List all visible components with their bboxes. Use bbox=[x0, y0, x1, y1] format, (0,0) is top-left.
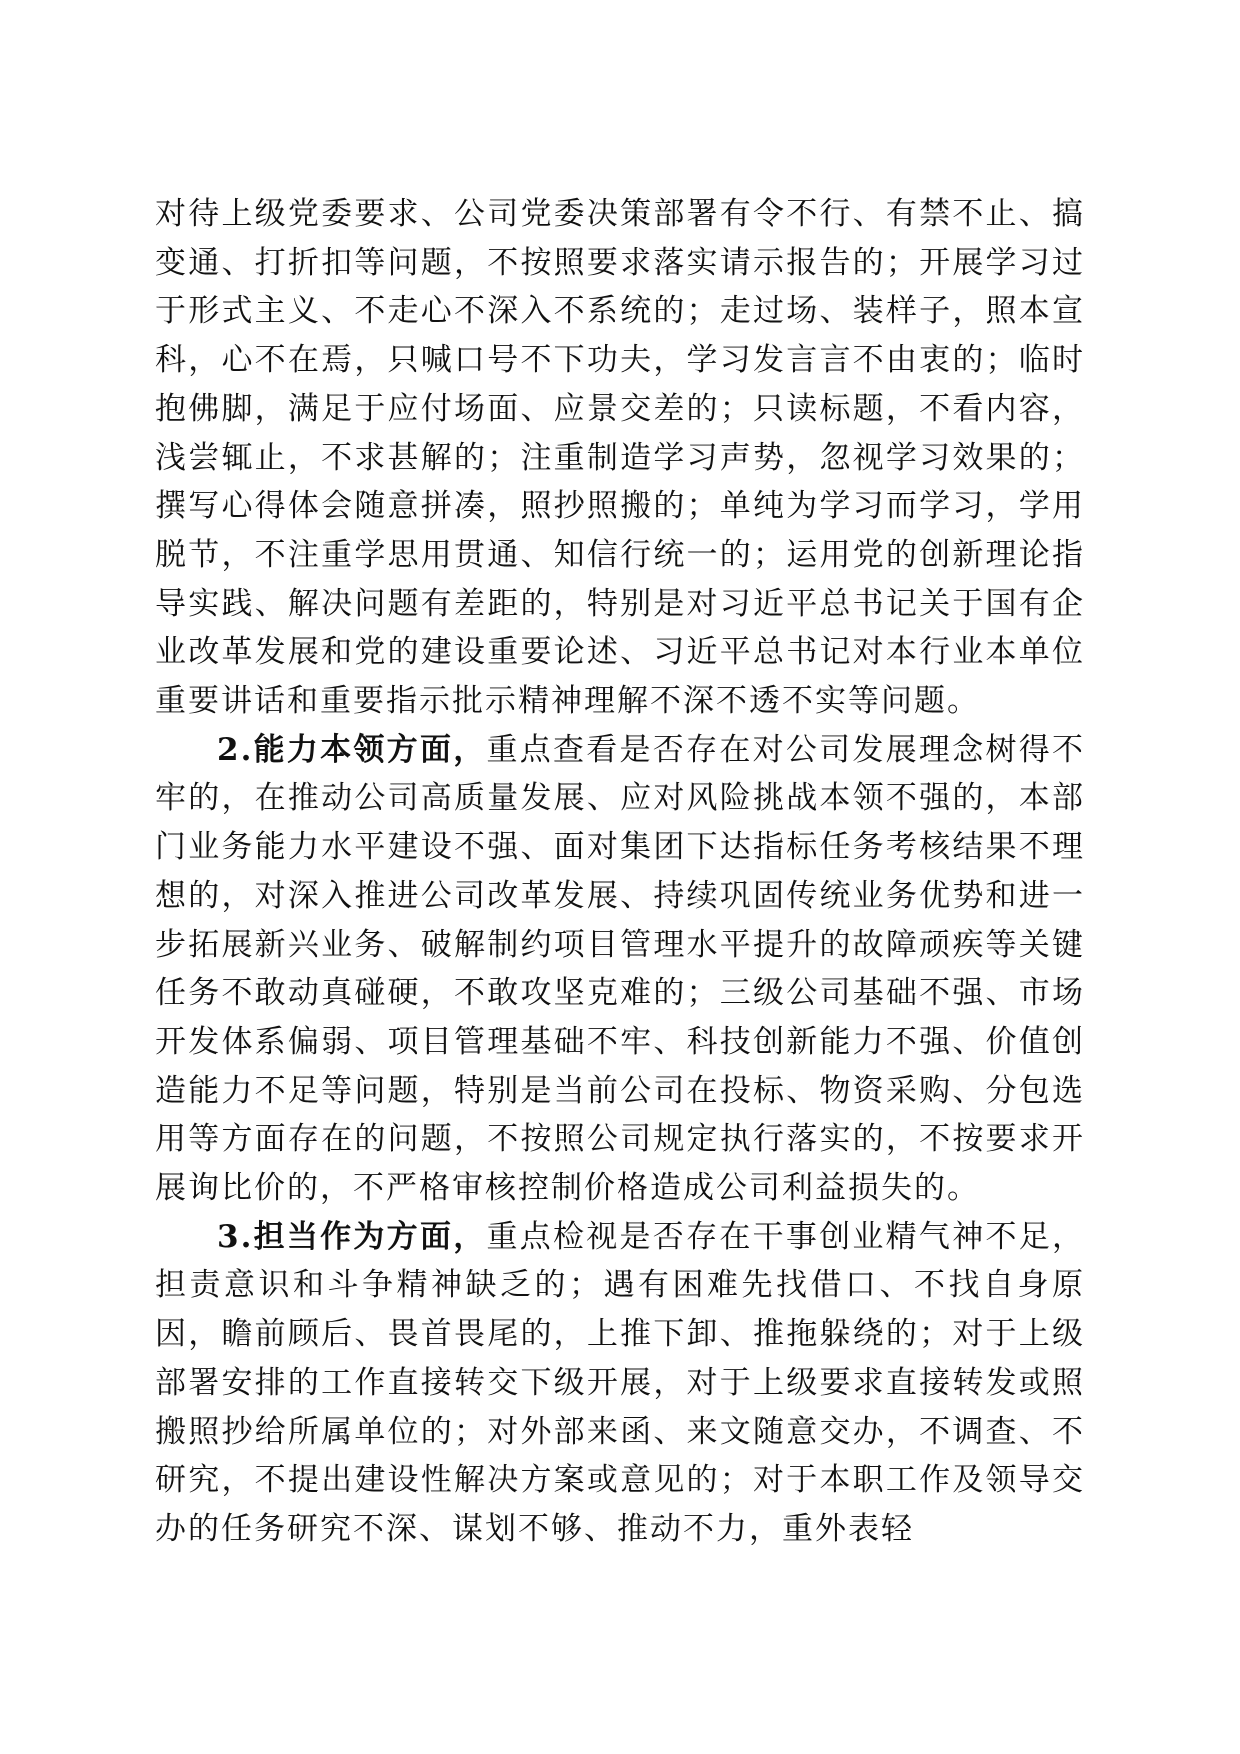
document-body bbox=[155, 190, 1085, 1554]
paragraph-continued bbox=[155, 190, 1085, 726]
paragraph-heading: 2.能力本领方面， bbox=[217, 731, 487, 768]
paragraph-text: 对待上级党委要求、公司党委决策部署有令不行、有禁不止、搞变通、打折扣等问题，不按照要求落实请示报告的；开展学习过于形式主义、不走心不深入不系统的；走过场、装样子，照本宣科，心不在焉，只喊口号不下功夫，学习发言言不由衷的；临时抱佛脚，满足于应付场面、应景交差的；只读标题，不看内容，浅尝辄止，不求甚解的；注重制造学习声势，忽视学习效果的；撰写心得体会随意拼凑，照抄照搬的；单纯为学习而学习，学用脱节，不注重学思用贯通、知信行统一的；运用党的创新理论指导实践、解决问题有差距的，特别是对习近平总书记关于国有企业改革发展和党的建设重要论述、习近平总书记对本行业本单位重要讲话和重要指示批示精神理解不深不透不实等问题。 bbox=[155, 196, 1085, 720]
paragraph-responsibility bbox=[155, 1213, 1085, 1554]
paragraph-ability bbox=[155, 726, 1085, 1213]
paragraph-heading: 3.担当作为方面， bbox=[217, 1218, 487, 1255]
paragraph-text: 重点查看是否存在对公司发展理念树得不牢的，在推动公司高质量发展、应对风险挑战本领不强的，本部门业务能力水平建设不强、面对集团下达指标任务考核结果不理想的，对深入推进公司改革发展、持续巩固传统业务优势和进一步拓展新兴业务、破解制约项目管理水平提升的故障顽疾等关键任务不敢动真碰硬，不敢攻坚克难的；三级公司基础不强、市场开发体系偏弱、项目管理基础不牢、科技创新能力不强、价值创造能力不足等问题，特别是当前公司在投标、物资采购、分包选用等方面存在的问题，不按照公司规定执行落实的，不按要求开展询比价的，不严格审核控制价格造成公司利益损失的。 bbox=[155, 731, 1085, 1207]
paragraph-text: 重点检视是否存在干事创业精气神不足，担责意识和斗争精神缺乏的；遇有困难先找借口、不找自身原因，瞻前顾后、畏首畏尾的，上推下卸、推拖躲绕的；对于上级部署安排的工作直接转交下级开展，对于上级要求直接转发或照搬照抄给所属单位的；对外部来函、来文随意交办，不调查、不研究，不提出建设性解决方案或意见的；对于本职工作及领导交办的任务研究不深、谋划不够、推动不力，重外表轻 bbox=[155, 1218, 1085, 1547]
